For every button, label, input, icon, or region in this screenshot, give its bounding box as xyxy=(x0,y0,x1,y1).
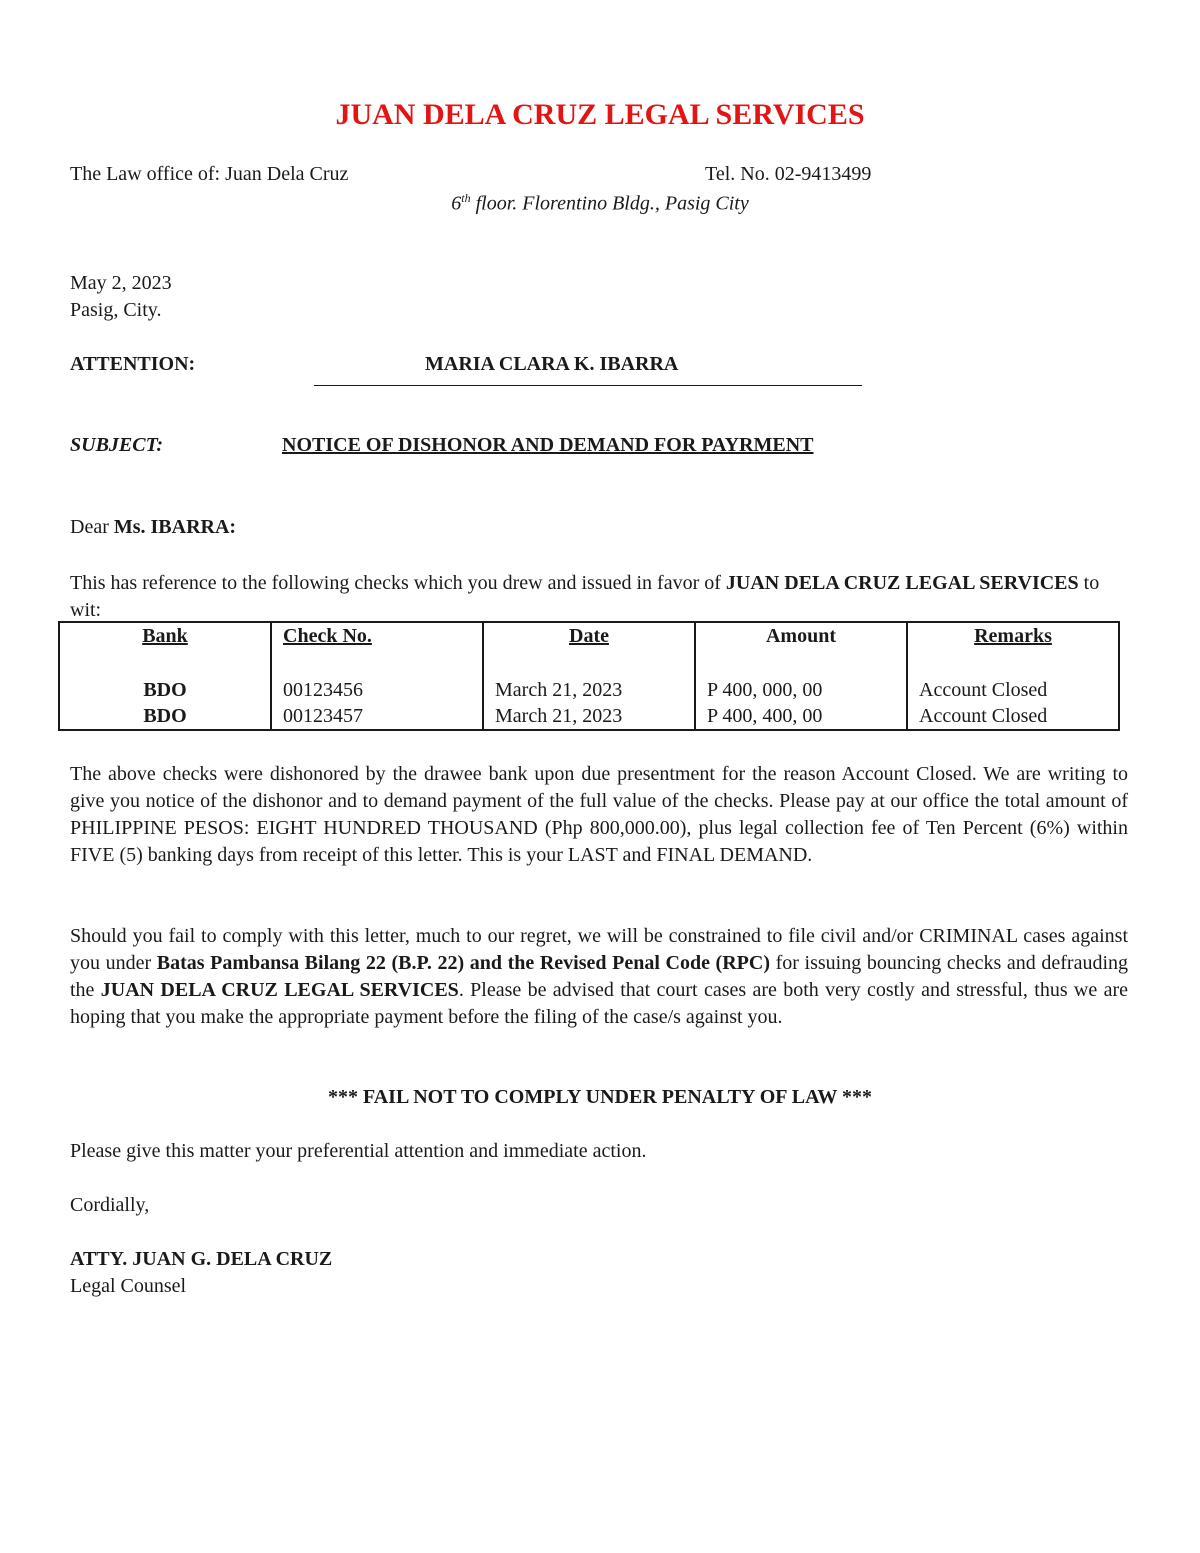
closing-note: Please give this matter your preferential attention and immediate action. xyxy=(70,1140,647,1162)
subject-label: SUBJECT: xyxy=(70,434,163,456)
intro-text-after: to wit: xyxy=(70,572,1100,621)
letter-place: Pasig, City. xyxy=(70,299,162,321)
cell-bank: BDO xyxy=(59,677,271,703)
checks-table xyxy=(58,621,1120,731)
table-row xyxy=(59,677,1119,703)
header-date: Date xyxy=(483,622,695,677)
salutation xyxy=(70,516,236,539)
cell-remarks: Account Closed xyxy=(907,677,1119,703)
intro-firm: JUAN DELA CRUZ LEGAL SERVICES xyxy=(725,572,1079,594)
cell-bank: BDO xyxy=(59,703,271,730)
para2-law: Batas Pambansa Bilang 22 (B.P. 22) and the Revised Penal Code (RPC) xyxy=(156,952,770,974)
office-address xyxy=(0,191,1200,216)
cell-date: March 21, 2023 xyxy=(483,677,695,703)
cell-check-no: 00123456 xyxy=(271,677,483,703)
header-amount: Amount xyxy=(695,622,907,677)
cell-amount: P 400, 400, 00 xyxy=(695,703,907,730)
intro-text-before: This has reference to the following checks which you drew and issued in favor of xyxy=(70,572,726,594)
subject-text: NOTICE OF DISHONOR AND DEMAND FOR PAYRMENT xyxy=(282,434,814,456)
law-office-line: The Law office of: Juan Dela Cruz xyxy=(70,163,349,185)
table-row xyxy=(59,703,1119,730)
intro-paragraph xyxy=(70,570,1130,624)
attention-underline xyxy=(314,385,862,386)
header-check-no: Check No. xyxy=(271,622,483,677)
consequence-paragraph xyxy=(70,923,1128,1031)
telephone-number: Tel. No. 02-9413499 xyxy=(705,163,872,185)
letter-date: May 2, 2023 xyxy=(70,272,172,294)
header-bank: Bank xyxy=(59,622,271,677)
para2-part1: Should you fail to comply with this letter, much to our regret, we will be constrained to file civil and/or CRIMINAL cases against you under xyxy=(70,925,1128,974)
para2-part2: for issuing bouncing checks and defrauding the xyxy=(70,952,1128,1001)
attention-name: MARIA CLARA K. IBARRA xyxy=(425,353,679,375)
address-floor-number: 6 xyxy=(451,192,462,215)
address-floor-suffix: th xyxy=(461,191,471,205)
signer-title: Legal Counsel xyxy=(70,1275,187,1297)
cell-date: March 21, 2023 xyxy=(483,703,695,730)
cell-amount: P 400, 000, 00 xyxy=(695,677,907,703)
salutation-prefix: Dear xyxy=(70,516,114,538)
header-remarks: Remarks xyxy=(907,622,1119,677)
para2-firm: JUAN DELA CRUZ LEGAL SERVICES xyxy=(100,979,459,1001)
checks-table-header xyxy=(59,622,1119,677)
firm-title: JUAN DELA CRUZ LEGAL SERVICES xyxy=(335,98,865,131)
dishonor-paragraph: The above checks were dishonored by the drawee bank upon due presentment for the reason Account Closed. We are writing to give you notice of the dishonor and to demand payment of the full value of the checks. Please pay at our office the total amount of PHILIPPINE PESOS: EIGHT HUNDRED THOUSAND (Php 800,000.00), plus legal collection fee of Ten Percent (6%) within FIVE (5) banking days from receipt of this letter. This is your LAST and FINAL DEMAND. xyxy=(70,763,1128,866)
address-rest: floor. Florentino Bldg., Pasig City xyxy=(470,192,749,215)
closing-salutation: Cordially, xyxy=(70,1194,150,1216)
para2-part3: . Please be advised that court cases are both very costly and stressful, thus we are hoping that you make the appropriate payment before the filing of the case/s against you. xyxy=(70,979,1128,1028)
penalty-warning: *** FAIL NOT TO COMPLY UNDER PENALTY OF LAW *** xyxy=(328,1086,872,1108)
salutation-name: Ms. IBARRA: xyxy=(113,516,237,538)
signer-name: ATTY. JUAN G. DELA CRUZ xyxy=(70,1248,333,1270)
cell-check-no: 00123457 xyxy=(271,703,483,730)
attention-label: ATTENTION: xyxy=(70,353,196,375)
cell-remarks: Account Closed xyxy=(907,703,1119,730)
